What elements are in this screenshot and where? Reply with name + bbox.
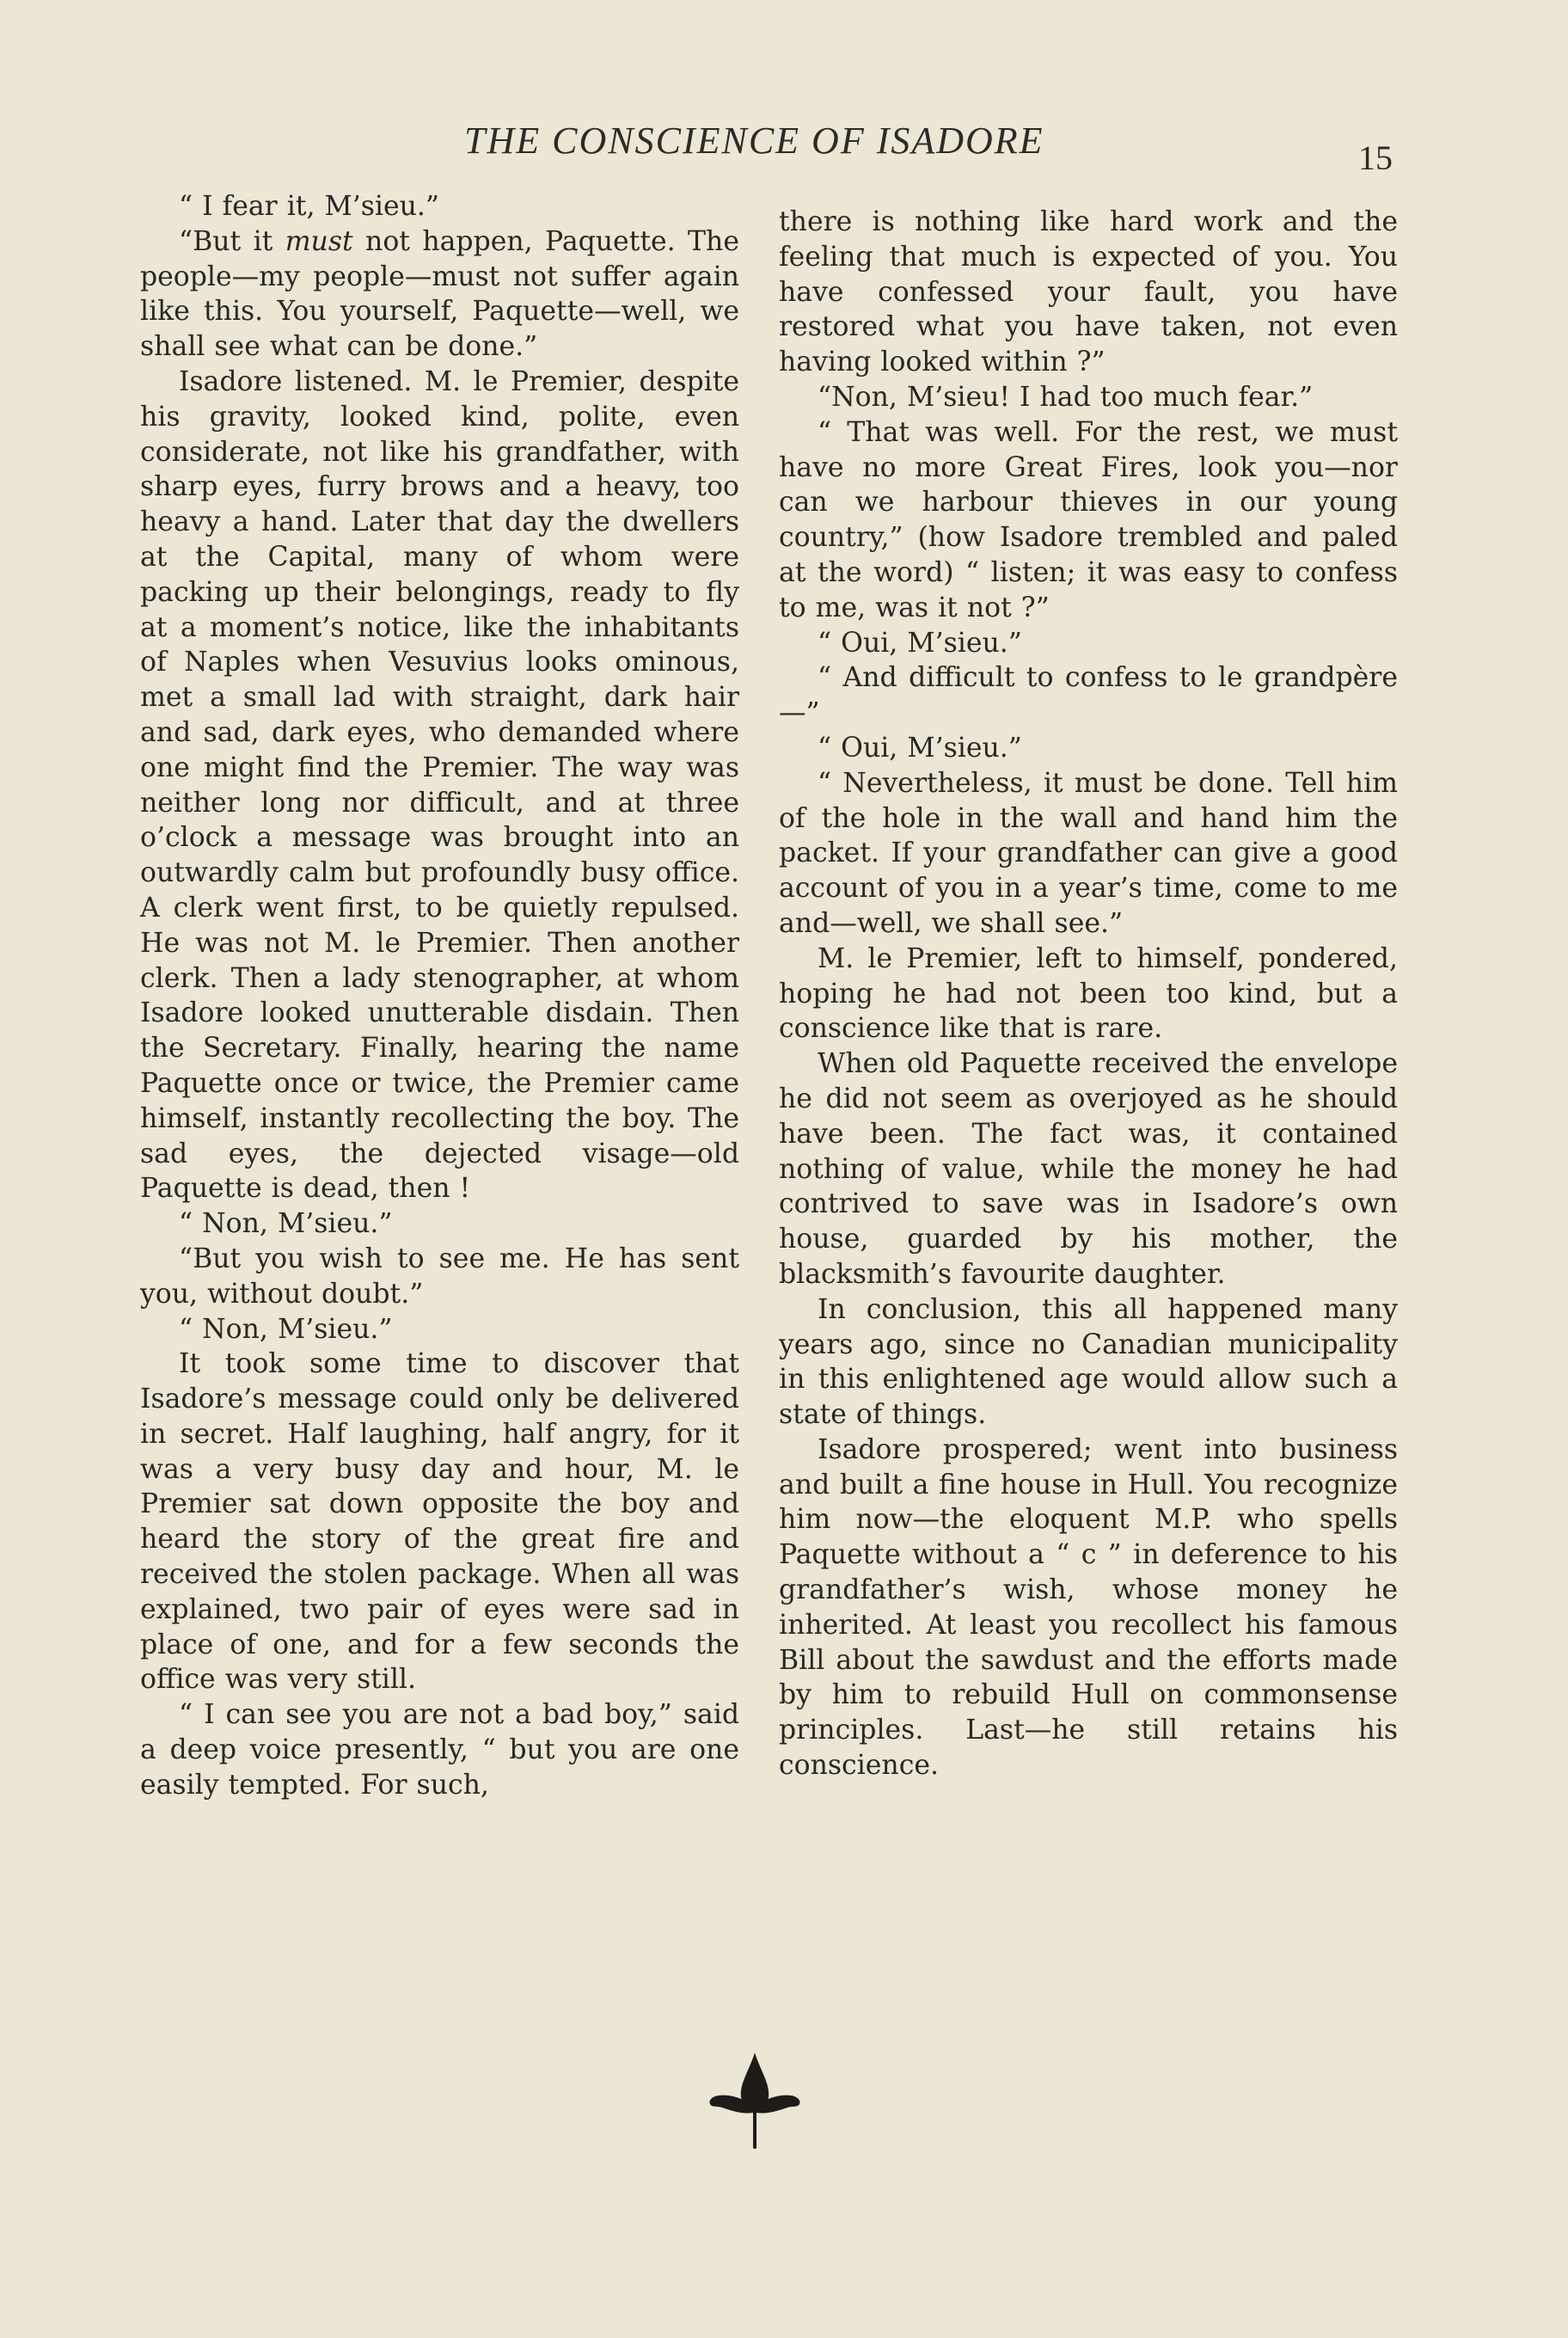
paragraph	[140, 224, 739, 365]
emphasis: must	[285, 225, 353, 257]
paragraph: “ I can see you are not a bad boy,” said a deep voice presently, “ but you are one easily tempted. For such,	[140, 1699, 739, 1801]
paragraph: “Non, M’sieu! I had too much fear.”	[818, 381, 1314, 413]
paragraph: Isadore listened. M. le Premier, despite his gravity, looked kind, polite, even considerate, not like his grandfather, with sharp eyes, furry brows and a heavy, too heavy a hand. Later that day the dwellers at the Capital, many of whom were packing up their belongings, ready to fly at a moment’s notice, like the inhabitants of Naples when Vesuvius looks ominous, met a small lad with straight, dark hair and sad, dark eyes, who demanded where one might find the Premier. The way was neither long nor difficult, and at three o’clock a message was brought into an outwardly calm but profoundly busy office. A clerk went first, to be quietly repulsed. He was not M. le Premier. Then another clerk. Then a lady stenographer, at whom Isadore looked unutterable disdain. Then the Secretary. Finally, hearing the name Paquette once or twice, the Premier came himself, instantly recollecting the boy. The sad eyes, the dejected visage—old Paquette is dead, then !	[140, 365, 739, 1205]
text-run: “But it	[179, 225, 285, 257]
fleuron-icon	[707, 2051, 803, 2154]
paragraph: “ And difficult to confess to le grandpère—”	[779, 662, 1398, 729]
left-column	[140, 189, 739, 1803]
paragraph: Isadore prospered; went into business and built a fine house in Hull. You recognize him now—the eloquent M.P. who spells Paquette without a “ c ” in deference to his grandfather’s wish, whose money he inherited. At least you recollect his famous Bill about the sawdust and the efforts made by him to rebuild Hull on commonsense principles. Last—he still retains his conscience.	[779, 1433, 1398, 1782]
paragraph: When old Paquette received the envelope he did not seem as overjoyed as he should have been. The fact was, it contained nothing of value, while the money he had contrived to save was in Isadore’s own house, guarded by his mother, the blacksmith’s favourite daughter.	[779, 1048, 1398, 1290]
paragraph: “ Oui, M’sieu.”	[818, 732, 1022, 764]
text-run: not happen, Paquette. The people—my people—must not suffer again like this. You yourself, Paquette—well, we shall see what can be done.”	[140, 225, 739, 363]
paragraph: “ Non, M’sieu.”	[179, 1313, 393, 1345]
paragraph: “ Non, M’sieu.”	[179, 1208, 393, 1240]
paragraph: M. le Premier, left to himself, pondered, hoping he had not been too kind, but a conscience like that is rare.	[779, 942, 1398, 1045]
paragraph: there is nothing like hard work and the feeling that much is expected of you. You have confessed your fault, you have restored what you have taken, not even having looked within ?”	[779, 206, 1398, 378]
paragraph: “But you wish to see me. He has sent you, without doubt.”	[140, 1243, 739, 1310]
paragraph: In conclusion, this all happened many years ago, since no Canadian municipality in this enlightened age would allow such a state of things.	[779, 1293, 1398, 1431]
running-title: THE CONSCIENCE OF ISADORE	[464, 120, 1044, 162]
paragraph: “ Oui, M’sieu.”	[818, 627, 1022, 659]
paragraph: “ Nevertheless, it must be done. Tell him of the hole in the wall and hand him the packet. If your grandfather can give a good account of you in a year’s time, come to me and—well, we shall see.”	[779, 767, 1398, 939]
paragraph: “ That was well. For the rest, we must have no more Great Fires, look you—nor can we harbour thieves in our young country,” (how Isadore trembled and paled at the word) “ listen; it was easy to confess to me, was it not ?”	[779, 416, 1398, 623]
paragraph: It took some time to discover that Isadore’s message could only be delivered in secret. Half laughing, half angry, for it was a very busy day and hour, M. le Premier sat down opposite the boy and heard the story of the great fire and received the stolen package. When all was explained, two pair of eyes were sad in place of one, and for a few seconds the office was very still.	[140, 1348, 739, 1696]
paragraph: “ I fear it, M’sieu.”	[179, 191, 440, 222]
right-column	[779, 205, 1398, 1783]
page-number: 15	[1358, 138, 1393, 177]
